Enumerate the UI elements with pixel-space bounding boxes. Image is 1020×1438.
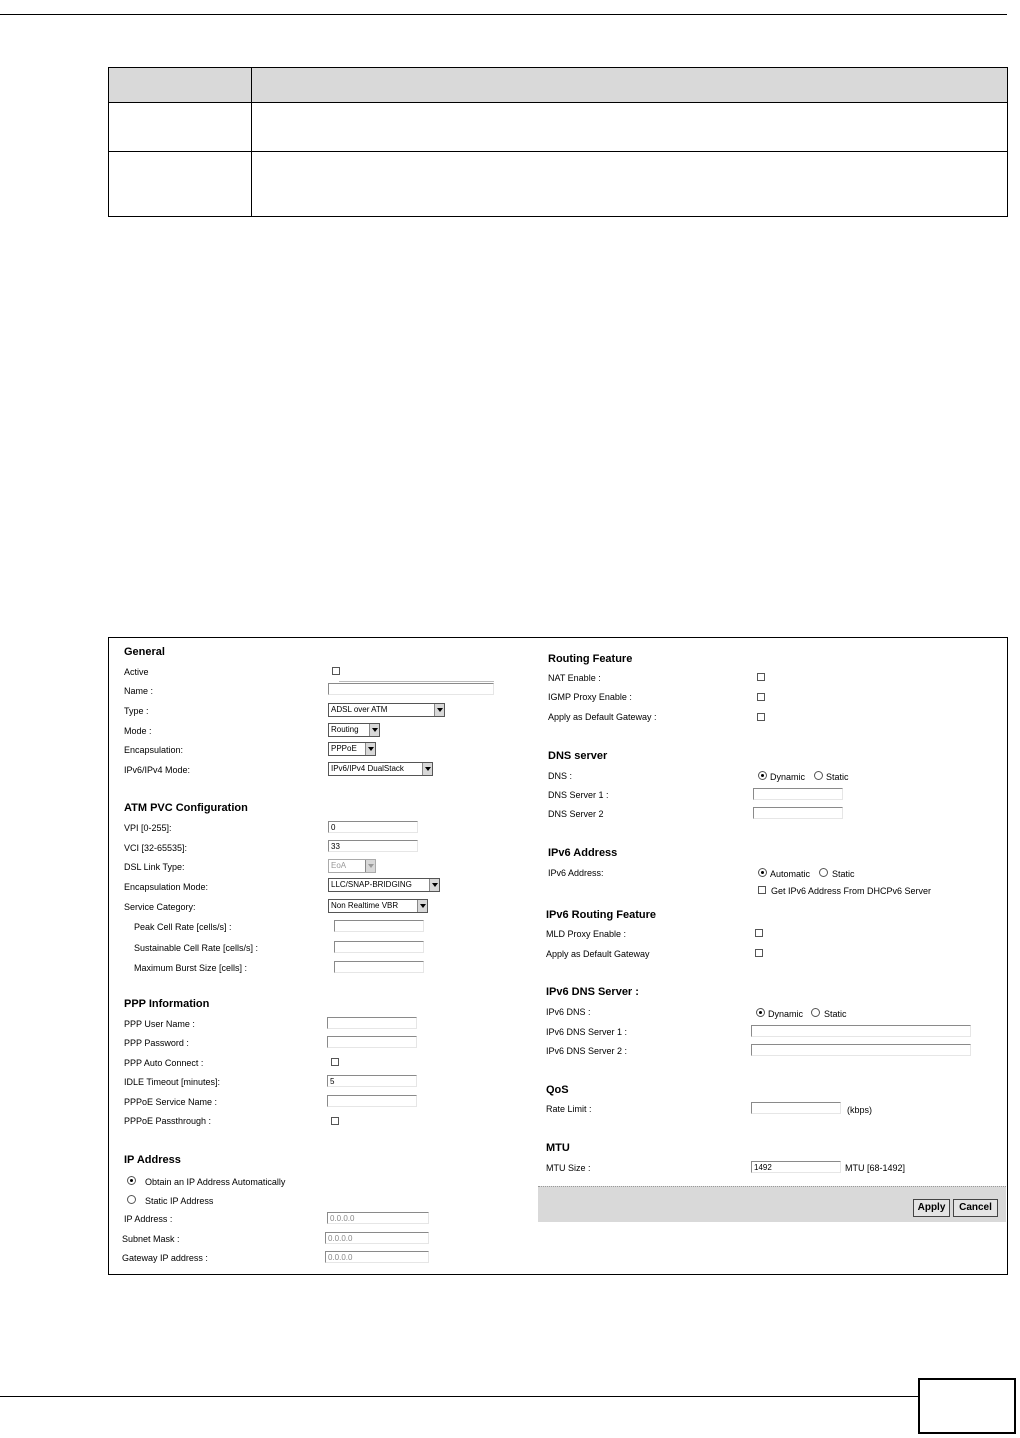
cancel-button[interactable]: Cancel xyxy=(953,1199,998,1217)
table-header-row xyxy=(109,68,1008,103)
ipv6dns-label: IPv6 DNS : xyxy=(546,1007,591,1017)
chevron-down-icon xyxy=(365,860,375,872)
ipv6dns-static-label: Static xyxy=(824,1009,847,1019)
mbs-label: Maximum Burst Size [cells] : xyxy=(134,963,248,973)
dns-label: DNS : xyxy=(548,771,573,781)
ipv6dns2-input[interactable] xyxy=(751,1044,971,1056)
igmp-checkbox[interactable] xyxy=(757,693,765,701)
passthrough-checkbox[interactable] xyxy=(331,1117,339,1125)
footer-rule xyxy=(0,1396,918,1397)
active-label: Active xyxy=(124,667,149,677)
ppp-user-input[interactable] xyxy=(327,1017,417,1029)
default-gw-checkbox[interactable] xyxy=(757,713,765,721)
type-label: Type : xyxy=(124,706,149,716)
dns2-input[interactable] xyxy=(753,807,843,819)
gateway-input[interactable]: 0.0.0.0 xyxy=(325,1251,429,1263)
dns-dynamic-radio[interactable] xyxy=(758,771,767,780)
pppoe-service-input[interactable] xyxy=(327,1095,417,1107)
ipv6-auto-label: Automatic xyxy=(770,869,811,879)
pcr-label: Peak Cell Rate [cells/s] : xyxy=(134,922,232,932)
ppp-section-title: PPP Information xyxy=(124,998,210,1010)
apply-button[interactable]: Apply xyxy=(913,1199,950,1217)
subnet-label: Subnet Mask : xyxy=(122,1234,180,1244)
ipv6dns-static-radio[interactable] xyxy=(811,1008,820,1017)
encmode-label: Encapsulation Mode: xyxy=(124,882,209,892)
page-number-box xyxy=(918,1378,1016,1434)
vci-label: VCI [32-65535]: xyxy=(124,843,188,853)
table-row xyxy=(109,103,1008,152)
atm-section-title: ATM PVC Configuration xyxy=(124,802,248,814)
vci-input[interactable]: 33 xyxy=(328,840,418,852)
ip-section-title: IP Address xyxy=(124,1154,181,1166)
mode-label: Mode : xyxy=(124,726,152,736)
table-row xyxy=(109,152,1008,217)
chevron-down-icon xyxy=(369,724,379,736)
ipv6-auto-radio[interactable] xyxy=(758,868,767,877)
dsl-label: DSL Link Type: xyxy=(124,862,185,872)
encapsulation-label: Encapsulation: xyxy=(124,745,184,755)
chevron-down-icon xyxy=(365,743,375,755)
scr-label: Sustainable Cell Rate [cells/s] : xyxy=(134,943,259,953)
subnet-input[interactable]: 0.0.0.0 xyxy=(325,1232,429,1244)
dns-static-radio[interactable] xyxy=(814,771,823,780)
rate-limit-unit: (kbps) xyxy=(847,1105,873,1115)
name-label: Name : xyxy=(124,686,154,696)
encmode-select[interactable]: LLC/SNAP-BRIDGING xyxy=(328,878,440,892)
dns-dynamic-label: Dynamic xyxy=(770,772,806,782)
ipv6addr-section-title: IPv6 Address xyxy=(548,847,618,859)
dns2-label: DNS Server 2 xyxy=(548,809,604,819)
dns-static-label: Static xyxy=(826,772,849,782)
rate-limit-label: Rate Limit : xyxy=(546,1104,592,1114)
nat-label: NAT Enable : xyxy=(548,673,601,683)
ipv6addr-label: IPv6 Address: xyxy=(548,868,604,878)
vpi-label: VPI [0-255]: xyxy=(124,823,172,833)
igmp-label: IGMP Proxy Enable : xyxy=(548,692,632,702)
mtu-size-label: MTU Size : xyxy=(546,1163,591,1173)
ppp-pass-label: PPP Password : xyxy=(124,1038,189,1048)
nat-checkbox[interactable] xyxy=(757,673,765,681)
default-gw-label: Apply as Default Gateway : xyxy=(548,712,657,722)
ip-addr-input[interactable]: 0.0.0.0 xyxy=(327,1212,429,1224)
static-ip-radio[interactable] xyxy=(127,1195,136,1204)
mtu-section-title: MTU xyxy=(546,1142,570,1154)
ipv6-static-radio[interactable] xyxy=(819,868,828,877)
ipv6routing-section-title: IPv6 Routing Feature xyxy=(546,909,657,921)
ppp-pass-input[interactable] xyxy=(327,1036,417,1048)
ipmode-label: IPv6/IPv4 Mode: xyxy=(124,765,191,775)
pcr-input[interactable] xyxy=(334,920,424,932)
ppp-user-label: PPP User Name : xyxy=(124,1019,195,1029)
chevron-down-icon xyxy=(429,879,439,891)
service-label: Service Category: xyxy=(124,902,196,912)
ipv6dns1-input[interactable] xyxy=(751,1025,971,1037)
name-input[interactable] xyxy=(328,683,494,695)
dsl-select[interactable]: EoA xyxy=(328,859,376,873)
ipv6-static-label: Static xyxy=(832,869,855,879)
chevron-down-icon xyxy=(422,763,432,775)
obtain-ip-radio[interactable] xyxy=(127,1176,136,1185)
mtu-range-label: MTU [68-1492] xyxy=(845,1163,906,1173)
type-select[interactable]: ADSL over ATM xyxy=(328,703,445,717)
static-ip-label: Static IP Address xyxy=(145,1196,214,1206)
dns-section-title: DNS server xyxy=(548,750,608,762)
service-select[interactable]: Non Realtime VBR xyxy=(328,899,428,913)
routing-section-title: Routing Feature xyxy=(548,653,633,665)
ipv6-default-gw-label: Apply as Default Gateway xyxy=(546,949,650,959)
mld-label: MLD Proxy Enable : xyxy=(546,929,627,939)
general-section-title: General xyxy=(124,646,165,658)
ipv6dns-dynamic-label: Dynamic xyxy=(768,1009,804,1019)
header-rule xyxy=(0,14,1007,15)
ppp-auto-label: PPP Auto Connect : xyxy=(124,1058,204,1068)
encapsulation-select[interactable]: PPPoE xyxy=(328,742,376,756)
dhcpv6-checkbox[interactable] xyxy=(758,886,766,894)
vpi-input[interactable]: 0 xyxy=(328,821,418,833)
ipmode-select[interactable]: IPv6/IPv4 DualStack xyxy=(328,762,433,776)
ipv6-default-gw-checkbox[interactable] xyxy=(755,949,763,957)
obtain-ip-label: Obtain an IP Address Automatically xyxy=(145,1177,286,1187)
mbs-input[interactable] xyxy=(334,961,424,973)
mode-select[interactable]: Routing xyxy=(328,723,380,737)
ipv6dns2-label: IPv6 DNS Server 2 : xyxy=(546,1046,628,1056)
ip-addr-label: IP Address : xyxy=(124,1214,173,1224)
chevron-down-icon xyxy=(417,900,427,912)
wan-config-screenshot xyxy=(108,637,1008,1275)
rate-limit-input[interactable] xyxy=(751,1102,841,1114)
scr-input[interactable] xyxy=(334,941,424,953)
mtu-size-input[interactable]: 1492 xyxy=(751,1161,841,1173)
ipv6dns-dynamic-radio[interactable] xyxy=(756,1008,765,1017)
chevron-down-icon xyxy=(434,704,444,716)
mld-checkbox[interactable] xyxy=(755,929,763,937)
gateway-label: Gateway IP address : xyxy=(122,1253,208,1263)
active-checkbox[interactable] xyxy=(332,667,340,675)
qos-section-title: QoS xyxy=(546,1084,569,1096)
passthrough-label: PPPoE Passthrough : xyxy=(124,1116,212,1126)
ipv6dns-section-title: IPv6 DNS Server : xyxy=(546,986,639,998)
doc-table xyxy=(108,67,1008,217)
dhcpv6-label: Get IPv6 Address From DHCPv6 Server xyxy=(771,886,932,896)
pppoe-service-label: PPPoE Service Name : xyxy=(124,1097,218,1107)
ipv6dns1-label: IPv6 DNS Server 1 : xyxy=(546,1027,628,1037)
ppp-auto-checkbox[interactable] xyxy=(331,1058,339,1066)
dns1-input[interactable] xyxy=(753,788,843,800)
idle-input[interactable]: 5 xyxy=(327,1075,417,1087)
dns1-label: DNS Server 1 : xyxy=(548,790,609,800)
idle-label: IDLE Timeout [minutes]: xyxy=(124,1077,221,1087)
